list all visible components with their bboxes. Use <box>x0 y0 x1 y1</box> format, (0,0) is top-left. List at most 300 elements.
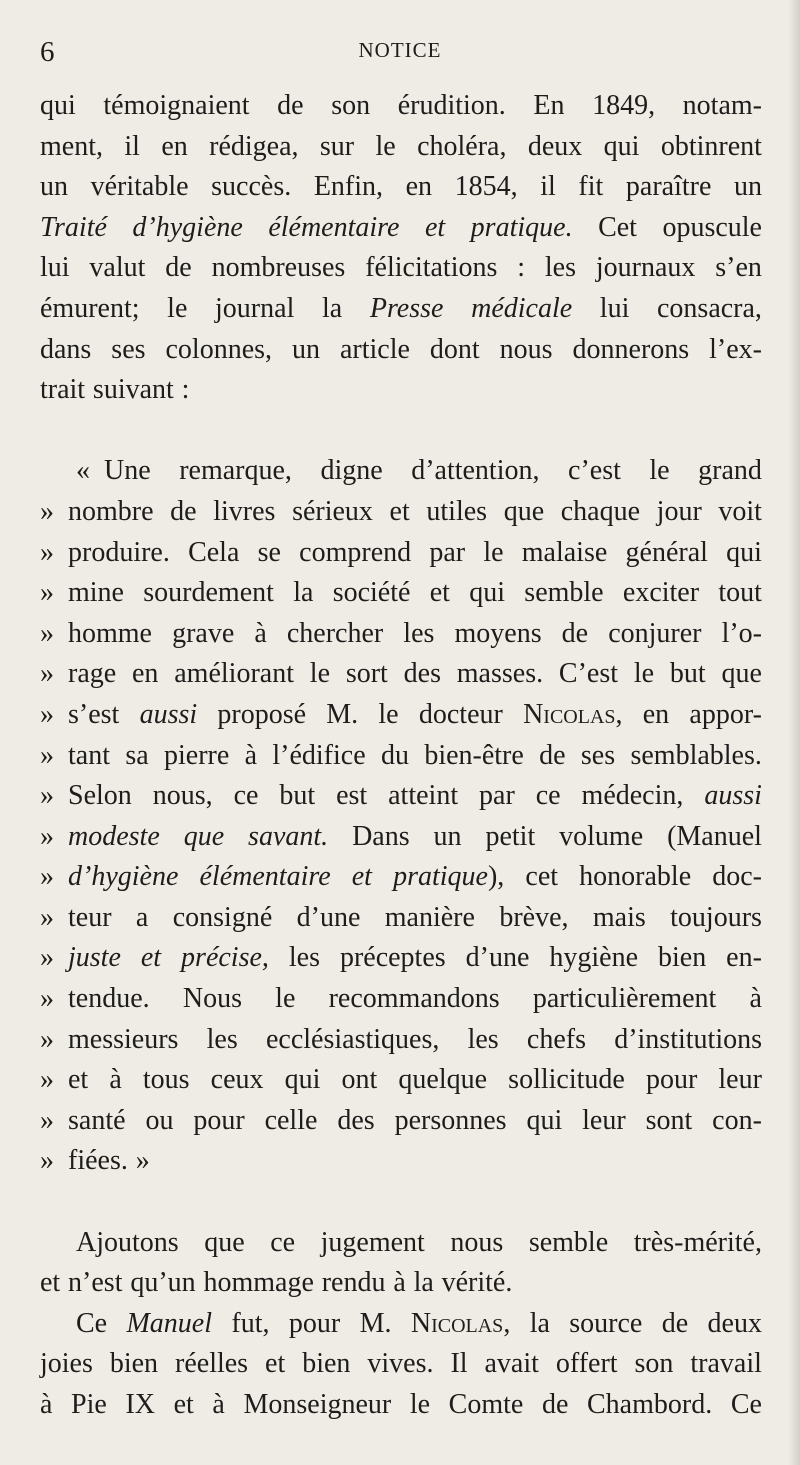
paragraph-1 <box>40 86 762 411</box>
quote-mark: » <box>40 495 54 527</box>
word: grave <box>172 617 235 649</box>
word: pour <box>645 1064 698 1096</box>
word: ce <box>270 1226 296 1258</box>
word: à <box>393 1267 406 1299</box>
word: chaque <box>560 495 641 527</box>
word: pour <box>193 1104 245 1136</box>
word: à <box>244 739 258 771</box>
word: joies <box>40 1348 93 1380</box>
word: que <box>204 1226 245 1258</box>
word: d’institutions <box>614 1023 762 1055</box>
word: santé <box>68 1104 126 1136</box>
word: de <box>165 252 192 284</box>
word: et <box>40 1267 61 1299</box>
word: doc- <box>712 861 762 893</box>
word: ses <box>580 739 616 771</box>
word: fut, <box>231 1307 270 1339</box>
quote-mark: » <box>40 1104 54 1136</box>
word: les <box>206 1023 238 1055</box>
word: consacra, <box>657 292 762 324</box>
word: rédigea, <box>209 130 299 162</box>
word: IX <box>125 1389 155 1420</box>
word: semble <box>528 1226 609 1258</box>
word: et <box>68 1064 89 1096</box>
word: à <box>254 617 267 649</box>
word: journal <box>215 292 295 324</box>
word: Traité <box>40 211 107 243</box>
word: con- <box>712 1104 762 1136</box>
word: du <box>380 739 409 771</box>
word: nombre <box>68 495 154 527</box>
word: donnerons <box>572 333 690 365</box>
quote-text <box>68 654 762 695</box>
word: tendue. <box>68 983 150 1015</box>
text-line <box>40 1263 762 1304</box>
text-line <box>40 330 762 371</box>
word: lui <box>599 292 630 324</box>
word: jugement <box>320 1226 425 1258</box>
word: Ajoutons <box>76 1226 179 1258</box>
word: bien <box>302 1348 351 1380</box>
word: Nous <box>182 983 242 1015</box>
word: société <box>332 577 411 609</box>
word: le <box>309 658 331 690</box>
word: dont <box>429 333 480 365</box>
word: Manuel <box>126 1307 213 1339</box>
word: M. <box>326 698 359 730</box>
word: a <box>135 901 149 933</box>
word: modeste <box>68 820 160 852</box>
word: un <box>40 171 68 203</box>
word: Selon <box>68 780 132 812</box>
word: et <box>389 495 410 527</box>
word: aussi <box>704 780 762 812</box>
word: sourdement <box>143 577 274 609</box>
word: vérité. <box>441 1267 513 1299</box>
word: source <box>569 1307 643 1339</box>
word: des <box>403 658 441 690</box>
quote-mark: » <box>40 698 54 730</box>
word: hygiène <box>549 942 639 974</box>
word: se <box>257 536 281 568</box>
word: juste <box>68 942 121 974</box>
quote-line <box>40 533 762 574</box>
word: recommandons <box>328 983 500 1015</box>
quote-line <box>40 898 762 939</box>
word: deux <box>707 1307 762 1339</box>
word: ont <box>341 1064 378 1096</box>
word: l’o- <box>721 617 762 649</box>
word: Presse <box>369 292 444 324</box>
word: témoignaient <box>103 90 250 121</box>
word: qu’un <box>130 1267 196 1299</box>
word: 1854, <box>454 171 518 203</box>
word: 1849, <box>592 90 656 121</box>
word: Ce <box>76 1307 108 1339</box>
quote-mark: » <box>40 983 54 1015</box>
quote-text <box>68 938 762 979</box>
quote-text <box>68 979 762 1020</box>
quote-line <box>76 451 762 492</box>
text-line <box>40 289 762 330</box>
word: qui <box>284 1064 321 1096</box>
word: Une <box>104 455 151 487</box>
text-line <box>40 167 762 208</box>
word: Monseigneur <box>243 1389 392 1420</box>
word: Nicolas, <box>410 1307 511 1339</box>
quote-line <box>40 492 762 533</box>
word: quelque <box>398 1064 488 1096</box>
word: bien-être <box>424 739 524 771</box>
quote-text <box>68 1101 762 1142</box>
word: valut <box>89 252 146 284</box>
word: d’une <box>296 901 361 933</box>
word: chefs <box>526 1023 586 1055</box>
text-line <box>40 86 762 127</box>
word: proposé <box>217 698 307 730</box>
word: et <box>173 1389 194 1420</box>
word: honorable <box>579 861 692 893</box>
text-line <box>40 1385 762 1426</box>
quote-line <box>40 817 762 858</box>
word: petit <box>485 820 536 852</box>
word: Cet <box>598 211 637 243</box>
word: son <box>634 1348 674 1380</box>
word: semble <box>524 577 604 609</box>
word: pratique. <box>470 211 573 243</box>
word: le <box>275 983 296 1015</box>
word: que <box>721 658 762 690</box>
word: élémentaire <box>199 861 331 893</box>
quote-text <box>68 857 762 898</box>
word: les <box>544 252 576 284</box>
word: le <box>409 1389 431 1420</box>
word: élémentaire <box>268 211 400 243</box>
quote-text <box>68 817 762 858</box>
page-number: 6 <box>40 36 55 68</box>
word: à <box>40 1389 53 1420</box>
word: s’en <box>715 252 762 284</box>
word: médicale <box>471 292 573 324</box>
word: sérieux <box>292 495 373 527</box>
quote-mark: » <box>40 861 54 893</box>
word: de <box>539 739 566 771</box>
word: Il <box>450 1348 468 1380</box>
word: mine <box>68 577 124 609</box>
word: le <box>633 658 655 690</box>
word: aussi <box>139 698 198 730</box>
word: médecin, <box>581 780 684 812</box>
word: but <box>669 658 706 690</box>
quote-line <box>40 1141 762 1182</box>
word: sur <box>319 130 355 162</box>
word: personnes <box>394 1104 507 1136</box>
word: particulièrement <box>532 983 717 1015</box>
word: atteint <box>388 780 459 812</box>
word: manière <box>384 901 475 933</box>
quote-line <box>40 695 762 736</box>
word: véritable <box>90 171 189 203</box>
word: et <box>140 942 162 974</box>
word: ment, <box>40 130 103 162</box>
text-line <box>40 208 762 249</box>
quote-mark: « <box>76 455 90 487</box>
word: en <box>642 698 670 730</box>
word: docteur <box>418 698 503 730</box>
word: paraître <box>625 171 712 203</box>
word: de <box>170 495 197 527</box>
word: améliorant <box>174 658 294 690</box>
word: pour <box>288 1307 341 1339</box>
text-line <box>40 1223 762 1264</box>
word: : <box>181 374 190 406</box>
word: ou <box>145 1104 174 1136</box>
word: succès. <box>211 171 292 203</box>
word: obtinrent <box>660 130 762 162</box>
word: sont <box>645 1104 693 1136</box>
word: les <box>288 942 320 974</box>
quote-text <box>68 695 762 736</box>
word: qui <box>469 577 506 609</box>
word: brève, <box>499 901 569 933</box>
quote-line <box>40 1101 762 1142</box>
text-line <box>40 1304 762 1345</box>
word: nombreuses <box>211 252 346 284</box>
word: exciter <box>622 577 700 609</box>
body-text <box>40 86 762 1426</box>
word: masses. <box>456 658 544 690</box>
paragraph-gap <box>40 411 762 452</box>
word: c’est <box>568 455 621 487</box>
quote-mark: » <box>40 1145 54 1177</box>
word: suivant <box>92 374 174 406</box>
word: pierre <box>163 739 230 771</box>
word: et <box>351 861 372 893</box>
word: journaux <box>595 252 696 284</box>
word: ceux <box>210 1064 264 1096</box>
page-header <box>40 34 760 74</box>
word: toujours <box>670 901 762 933</box>
word: le <box>483 536 504 568</box>
word: sa <box>125 739 149 771</box>
word: bien <box>657 942 707 974</box>
word: tout <box>718 577 762 609</box>
word: nous <box>499 333 553 365</box>
word: en <box>161 130 188 162</box>
quote-line <box>40 654 762 695</box>
quote-line <box>40 736 762 777</box>
quote-line <box>40 1020 762 1061</box>
word: rendu <box>321 1267 386 1299</box>
word: général <box>625 536 708 568</box>
word: nous <box>450 1226 504 1258</box>
quote-mark: » <box>40 942 54 974</box>
quote-text <box>68 573 762 614</box>
word: les <box>467 1023 499 1055</box>
word: et <box>265 1348 286 1380</box>
word: teur <box>68 901 112 933</box>
word: par <box>479 780 515 812</box>
word: la <box>321 292 343 324</box>
word: grand <box>698 455 762 487</box>
word: comprend <box>299 536 412 568</box>
word: le <box>167 292 188 324</box>
word: chercher <box>286 617 384 649</box>
text-line <box>40 1344 762 1385</box>
word: sollicitude <box>508 1064 625 1096</box>
word: remarque, <box>179 455 292 487</box>
quote-mark: » <box>40 901 54 933</box>
quote-line <box>40 857 762 898</box>
paragraph-3 <box>40 1223 762 1304</box>
word: nous, <box>152 780 213 812</box>
word: bien <box>109 1348 159 1380</box>
quote-text <box>68 1060 762 1101</box>
word: Pie <box>71 1389 107 1420</box>
word: fiées. <box>68 1145 128 1177</box>
quote-text <box>68 736 762 777</box>
quote-text <box>68 1020 762 1061</box>
quote-mark: » <box>40 780 54 812</box>
word: d’hygiène <box>68 861 179 893</box>
word: n’est <box>68 1267 123 1299</box>
word: par <box>429 536 466 568</box>
word: d’attention, <box>411 455 540 487</box>
word: mais <box>592 901 646 933</box>
quote-mark: » <box>40 1064 54 1096</box>
word: trait <box>40 374 86 406</box>
word: vives. <box>367 1348 434 1380</box>
word: ce <box>535 780 561 812</box>
word: opuscule <box>662 211 762 243</box>
word: la <box>293 577 314 609</box>
word: qui <box>603 130 640 162</box>
word: appor- <box>689 698 762 730</box>
word: but <box>279 780 316 812</box>
word: son <box>331 90 371 121</box>
quote-mark: » <box>40 1023 54 1055</box>
quote-text <box>68 614 762 655</box>
quote-mark: » <box>40 577 54 609</box>
word: homme <box>68 617 152 649</box>
word: sort <box>345 658 388 690</box>
text-line <box>40 127 762 168</box>
text-line <box>40 248 762 289</box>
word: les <box>403 617 435 649</box>
paragraph-4 <box>40 1304 762 1426</box>
word: préceptes <box>339 942 446 974</box>
word: précise, <box>181 942 269 974</box>
word: que <box>183 820 225 852</box>
word: choléra, <box>417 130 507 162</box>
word: moyens <box>454 617 542 649</box>
quote-mark: » <box>40 820 54 852</box>
word: un <box>292 333 320 365</box>
quote-text <box>68 492 762 533</box>
word: notam- <box>682 90 762 121</box>
word: un <box>433 820 462 852</box>
quote-text <box>104 451 762 492</box>
word: » <box>135 1145 150 1177</box>
word: qui <box>726 536 762 568</box>
word: Enfin, <box>313 171 384 203</box>
quote-line <box>40 776 762 817</box>
word: d’hygiène <box>132 211 243 243</box>
word: ses <box>111 333 146 365</box>
word: lui <box>40 252 70 284</box>
word: Dans <box>352 820 410 852</box>
word: le <box>375 130 396 162</box>
quote-line <box>40 614 762 655</box>
word: ecclésiastiques, <box>265 1023 440 1055</box>
word: et <box>429 577 450 609</box>
word: travail <box>690 1348 762 1380</box>
word: à <box>212 1389 225 1420</box>
word: à <box>749 983 762 1015</box>
quotation <box>40 451 762 1182</box>
running-title: NOTICE <box>358 38 442 62</box>
word: et <box>424 211 446 243</box>
word: conjurer <box>608 617 702 649</box>
word: tant <box>68 739 110 771</box>
word: M. <box>359 1307 392 1339</box>
word: Comte <box>448 1389 524 1420</box>
quote-line <box>40 938 762 979</box>
word: malaise <box>521 536 608 568</box>
word: que <box>503 495 545 527</box>
word: semblables. <box>630 739 762 771</box>
word: rage <box>68 658 117 690</box>
quote-line <box>40 573 762 614</box>
word: de <box>661 1307 689 1339</box>
word: colonnes, <box>165 333 273 365</box>
word: Chambord. <box>587 1389 713 1420</box>
word: tous <box>142 1064 190 1096</box>
quote-text <box>68 898 762 939</box>
word: de <box>277 90 304 121</box>
word: félicitations <box>365 252 498 284</box>
quote-text <box>68 1141 762 1182</box>
word: à <box>109 1064 122 1096</box>
word: savant. <box>248 820 329 852</box>
word: dans <box>40 333 92 365</box>
word: hommage <box>203 1267 314 1299</box>
word: produire. <box>68 536 170 568</box>
word: livres <box>213 495 276 527</box>
paragraph-gap <box>40 1182 762 1223</box>
word: avait <box>484 1348 539 1380</box>
word: s’est <box>68 698 120 730</box>
word: le <box>649 455 670 487</box>
word: leur <box>718 1064 762 1096</box>
word: il <box>540 171 556 203</box>
word: digne <box>320 455 383 487</box>
word: qui <box>526 1104 563 1136</box>
quote-mark: » <box>40 739 54 771</box>
text-line <box>40 370 762 411</box>
word: ce <box>233 780 259 812</box>
word: l’ex- <box>709 333 762 365</box>
word: érudition. <box>397 90 506 121</box>
word: réelles <box>175 1348 249 1380</box>
quote-mark: » <box>40 658 54 690</box>
word: cet <box>525 861 559 893</box>
quote-text <box>68 776 762 817</box>
word: celle <box>264 1104 318 1136</box>
word: leur <box>582 1104 626 1136</box>
page-edge-shadow <box>788 0 800 1465</box>
word: utiles <box>426 495 488 527</box>
